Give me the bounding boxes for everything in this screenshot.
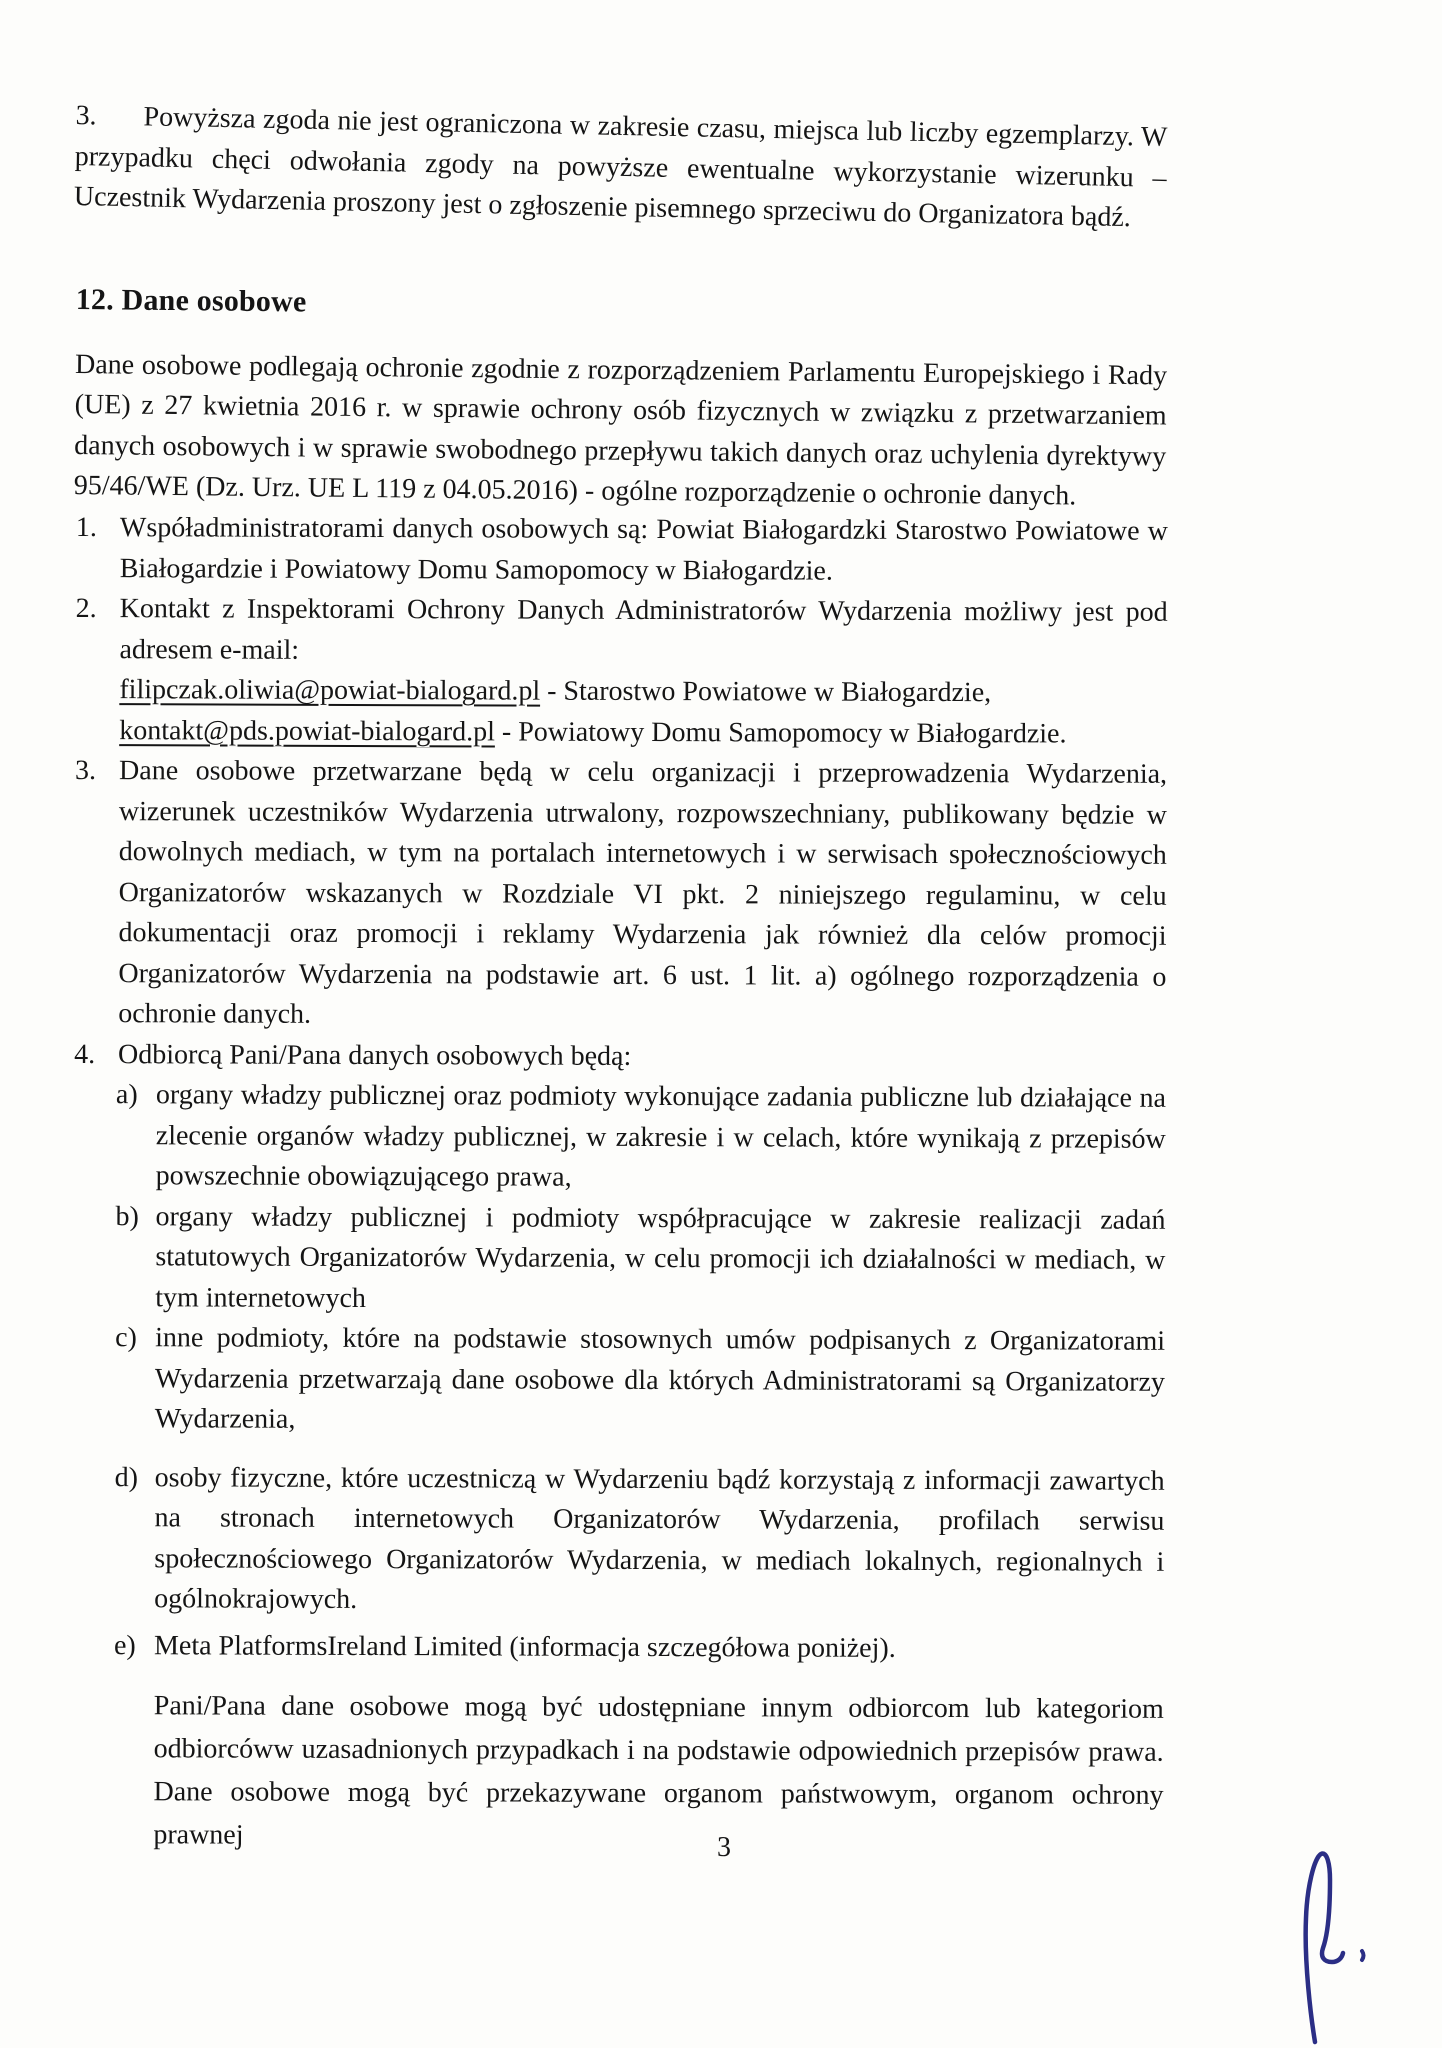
clause-number: 3.	[75, 99, 97, 132]
closing-paragraph: Pani/Pana dane osobowe mogą być udostępniane innym odbiorcom lub kategoriom odbiorcóww uzasadnionych przypadkach i na podstawie odpowiednich przepisów prawa. Dane osobowe mogą być przekazywane organom państwowym, organom ochrony prawnej	[153, 1690, 1164, 1851]
section-12	[74, 280, 1168, 518]
sub-item-letter: e)	[113, 1629, 136, 1661]
section-12-heading: 12. Dane osobowe	[75, 282, 307, 318]
document-body	[73, 96, 1168, 1856]
list-item-text: Współadministratorami danych osobowych są: Powiat Białogardzki Starostwo Powiatowe w Białogardzie i Powiatowy Domu Samopomocy w Białogardzie.	[119, 512, 1168, 587]
list-item-number: 3.	[75, 754, 97, 787]
sub-item-text: Meta PlatformsIreland Limited (informacja szczegółowa poniżej).	[153, 1629, 896, 1664]
sub-item-letter: b)	[115, 1200, 139, 1232]
email-address-starostwo: filipczak.oliwia@powiat-bialogard.pl	[119, 674, 541, 707]
sub-item-letter: d)	[114, 1461, 138, 1493]
sub-item-text: organy władzy publicznej oraz podmioty wykonujące zadania publiczne lub działające na zlecenie organów władzy publicznej, w zakresie i w celach, które wynikają z przepisów powszechnie obowiązującego prawa,	[155, 1079, 1167, 1193]
handwritten-signature-icon	[1282, 1850, 1392, 2046]
sub-item-a	[116, 1075, 1166, 1200]
email-description: - Powiatowy Domu Samopomocy w Białogardzie.	[494, 715, 1067, 749]
numbered-list	[71, 508, 1168, 1860]
sub-item-c	[115, 1318, 1165, 1443]
email-line-2	[119, 711, 1167, 755]
email-line-1	[119, 670, 1167, 714]
sub-item-letter: a)	[115, 1079, 138, 1111]
sub-item-b	[115, 1197, 1165, 1322]
list-item-3	[74, 751, 1167, 1038]
clause-3-paragraph	[74, 96, 1168, 239]
list-item-1	[76, 508, 1168, 593]
list-item-text: Dane osobowe przetwarzane będą w celu organizacji i przeprowadzenia Wydarzenia, wizerunek uczestników Wydarzenia utrwalony, rozpowszechniany, publikowany będzie w dowolnych mediach, w tym na portalach internetowych i w serwisach społecznościowych Organizatorów wskazanych w Rozdziale VI pkt. 2 niniejszego regulaminu, w celu dokumentacji oraz promocji i reklamy Wydarzenia jak również dla celów promocji Organizatorów Wydarzenia na podstawie art. 6 ust. 1 lit. a) ogólnego rozporządzenia o ochronie danych.	[118, 755, 1168, 1030]
list-item-4	[74, 1034, 1166, 1078]
lettered-sublist	[114, 1075, 1166, 1670]
list-item-text: Odbiorcą Pani/Pana danych osobowych będą:	[118, 1038, 632, 1072]
sub-item-e	[114, 1626, 1164, 1670]
list-item-number: 2.	[75, 592, 97, 625]
sub-item-d	[114, 1458, 1165, 1624]
page-number: 3	[717, 1832, 731, 1863]
sub-item-text: inne podmioty, które na podstawie stosownych umów podpisanych z Organizatorami Wydarzenia przetwarzają dane osobowe dla których Administratorami są Organizatorzy Wydarzenia,	[154, 1322, 1166, 1435]
list-item-text: Kontakt z Inspektorami Ochrony Danych Administratorów Wydarzenia możliwy jest pod adresem e-mail:	[119, 593, 1168, 666]
list-item-number: 1.	[75, 511, 97, 544]
sub-item-text: organy władzy publicznej i podmioty współpracujące w zakresie realizacji zadań statutowych Organizatorów Wydarzenia, w celu promocji ich działalności w mediach, w tym internetowych	[155, 1200, 1166, 1314]
email-address-pds: kontakt@pds.powiat-bialogard.pl	[119, 714, 495, 747]
section-12-intro: Dane osobowe podlegają ochronie zgodnie z rozporządzeniem Parlamentu Europejskiego i Rady (UE) z 27 kwietnia 2016 r. w sprawie ochrony osób fizycznych w związku z przetwarzaniem danych osobowych i w sprawie swobodnego przepływu takich danych oraz uchylenia dyrektywy 95/46/WE (Dz. Urz. UE L 119 z 04.05.2016) - ogólne rozporządzenie o ochronie danych.	[73, 347, 1168, 511]
list-item-number: 4.	[74, 1038, 96, 1070]
list-item-2	[75, 589, 1168, 755]
list-item-body	[119, 589, 1168, 755]
email-description: - Starostwo Powiatowe w Białogardzie,	[540, 675, 992, 709]
clause-text: Powyższa zgoda nie jest ograniczona w zakresie czasu, miejsca lub liczby egzemplarzy. W przypadku chęci odwołania zgody na powyższe ewentualne wykorzystanie wizerunku – Uczestnik Wydarzenia proszony jest o zgłoszenie pisemnego sprzeciwu do Organizatora bądź.	[73, 101, 1168, 234]
sub-item-letter: c)	[115, 1322, 137, 1354]
sub-item-text: osoby fizyczne, które uczestniczą w Wydarzeniu bądź korzystają z informacji zawartych na stronach internetowych Organizatorów Wydarzenia, profilach serwisu społecznościowego Organizatorów Wydarzenia, w mediach lokalnych, regionalnych i ogólnokrajowych.	[154, 1461, 1165, 1615]
